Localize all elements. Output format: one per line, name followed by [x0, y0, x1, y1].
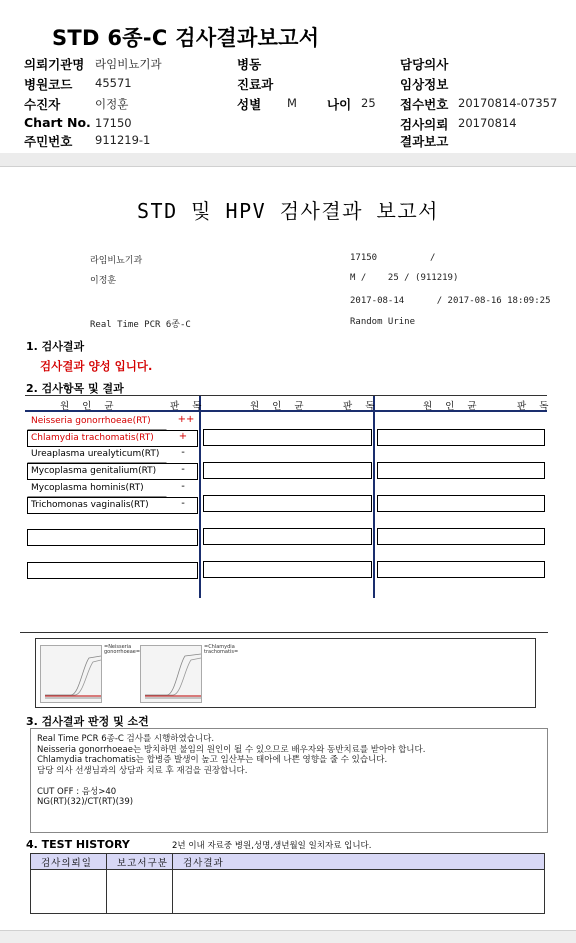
test-item-name: Neisseria gonorrhoeae(RT)	[27, 413, 167, 430]
label-resident-no: 주민번호	[24, 134, 73, 149]
interpretation-box	[30, 728, 548, 833]
value-age: 25	[361, 96, 376, 110]
history-note: 2년 이내 자료중 병원,성명,생년월일 일치자료 입니다.	[172, 841, 372, 851]
test-item-name: Chlamydia trachomatis(RT)	[27, 430, 198, 447]
interpretation-line: CUT OFF : 음성>40	[37, 786, 117, 797]
page-bottom-divider	[0, 930, 576, 943]
label-patient: 수진자	[24, 97, 61, 112]
interpretation-line: Real Time PCR 6종-C 검사를 시행하였습니다.	[37, 734, 215, 744]
amplification-curve-image	[41, 646, 103, 704]
test-item-result: -	[181, 481, 185, 492]
empty-result-cell	[203, 462, 372, 479]
test-item-name: Mycoplasma hominis(RT)	[27, 480, 167, 497]
history-col-request-date: 검사의뢰일	[31, 854, 107, 870]
label-attending-doctor: 담당의사	[400, 57, 449, 72]
report-chart-no: 17150	[350, 253, 378, 263]
pcr-plots-box	[35, 638, 536, 708]
table-top-rule	[25, 395, 547, 396]
label-result-report: 결과보고	[400, 134, 449, 149]
amplification-curve-image	[141, 646, 203, 704]
label-receipt-no: 접수번호	[400, 97, 449, 112]
empty-result-cell	[377, 495, 545, 512]
label-request-date: 검사의뢰	[400, 117, 449, 132]
empty-result-cell	[203, 528, 372, 545]
empty-result-cell	[377, 462, 545, 479]
empty-result-cell	[203, 495, 372, 512]
label-requesting-clinic: 의뢰기관명	[24, 57, 85, 72]
interpretation-line	[37, 776, 541, 787]
empty-result-cell	[203, 561, 372, 578]
history-cell	[173, 870, 545, 914]
section2-heading: 2. 검사항목 및 결과	[26, 382, 124, 395]
report-clinic: 라임비뇨기과	[90, 256, 143, 266]
value-chart-no: 17150	[95, 116, 132, 130]
col-head-pathogen: 원 인 균	[250, 401, 309, 412]
value-patient: 이정훈	[95, 97, 129, 111]
table-bottom-rule	[20, 632, 548, 633]
col-head-result: 판 독	[517, 401, 554, 412]
history-col-report-type: 보고서구분	[107, 854, 173, 870]
interpretation-line: 담당 의사 선생님과의 상담과 치료 후 재검을 권장합니다.	[37, 765, 248, 776]
report-specimen: Random Urine	[350, 317, 416, 327]
test-item-name: Ureaplasma urealyticum(RT)	[27, 446, 167, 463]
label-age: 나이	[327, 97, 352, 112]
interpretation-line: NG(RT)(32)/CT(RT)(39)	[37, 797, 134, 807]
label-department: 진료과	[237, 77, 274, 92]
pcr-plot-ng	[40, 645, 102, 703]
col-head-result: 판 독	[170, 401, 207, 412]
report-test-name: Real Time PCR 6종-C	[90, 320, 191, 330]
history-cell	[107, 870, 173, 914]
empty-result-cell	[27, 562, 198, 579]
col-head-pathogen: 원 인 균	[423, 401, 482, 412]
empty-result-cell	[27, 529, 198, 546]
value-sex: M	[287, 96, 297, 110]
history-col-result: 검사결과	[173, 854, 545, 870]
pcr-plot-ct	[140, 645, 202, 703]
test-item-result: -	[181, 464, 185, 475]
test-item-result: -	[181, 498, 185, 509]
value-request-date: 20170814	[458, 116, 517, 130]
table-col-divider	[199, 396, 201, 598]
history-cell	[31, 870, 107, 914]
plot-legend: =Chlamydia trachomatis=	[204, 644, 239, 655]
report-sex-age: M / 25 / (911219)	[350, 273, 459, 283]
col-head-pathogen: 원 인 균	[60, 401, 119, 412]
interpretation-line: Chlamydia trachomatis는 합병증 발생이 높고 임산부는 태아에 나쁜 영향을 줄 수 있습니다.	[37, 755, 388, 765]
label-chart-no: Chart No.	[24, 115, 91, 130]
empty-result-cell	[377, 429, 545, 446]
section1-heading: 1. 검사결과	[26, 340, 85, 353]
value-resident-no: 911219-1	[95, 133, 151, 147]
label-sex: 성별	[237, 97, 262, 112]
test-item-result: ++	[177, 414, 195, 425]
positive-result-text: 검사결과 양성 입니다.	[40, 359, 153, 373]
test-item-result: +	[178, 431, 188, 442]
empty-result-cell	[377, 561, 545, 578]
test-item-result: -	[181, 447, 185, 458]
interpretation-line: Neisseria gonorrhoeae는 방치하면 불임의 원인이 될 수 있으므로 배우자와 동반치료를 받아야 합니다.	[37, 744, 426, 755]
value-hospital-code: 45571	[95, 76, 132, 90]
col-head-result: 판 독	[343, 401, 380, 412]
empty-result-cell	[203, 429, 372, 446]
history-table	[30, 853, 545, 914]
report-chart-slash: /	[430, 253, 436, 263]
table-col-divider	[373, 396, 375, 598]
test-item-name: Mycoplasma genitalium(RT)	[27, 463, 198, 480]
label-clinical-info: 임상정보	[400, 77, 449, 92]
page-divider	[0, 153, 576, 167]
section4-heading: 4. TEST HISTORY	[26, 838, 130, 851]
value-requesting-clinic: 라임비뇨기과	[95, 57, 162, 71]
report-header-title: STD 6종-C 검사결과보고서	[52, 26, 320, 50]
plot-legend: =Neisseria gonorrhoeae=	[104, 644, 141, 655]
history-row	[31, 870, 545, 914]
label-ward: 병동	[237, 57, 262, 72]
value-receipt-no: 20170814-07357	[458, 96, 558, 110]
report-title: STD 및 HPV 검사결과 보고서	[137, 199, 439, 223]
test-item-name: Trichomonas vaginalis(RT)	[27, 497, 198, 514]
label-hospital-code: 병원코드	[24, 77, 73, 92]
report-dates: 2017-08-14 / 2017-08-16 18:09:25	[350, 296, 551, 306]
report-patient: 이정훈	[90, 276, 117, 286]
empty-result-cell	[377, 528, 545, 545]
section3-heading: 3. 검사결과 판정 및 소견	[26, 715, 149, 728]
